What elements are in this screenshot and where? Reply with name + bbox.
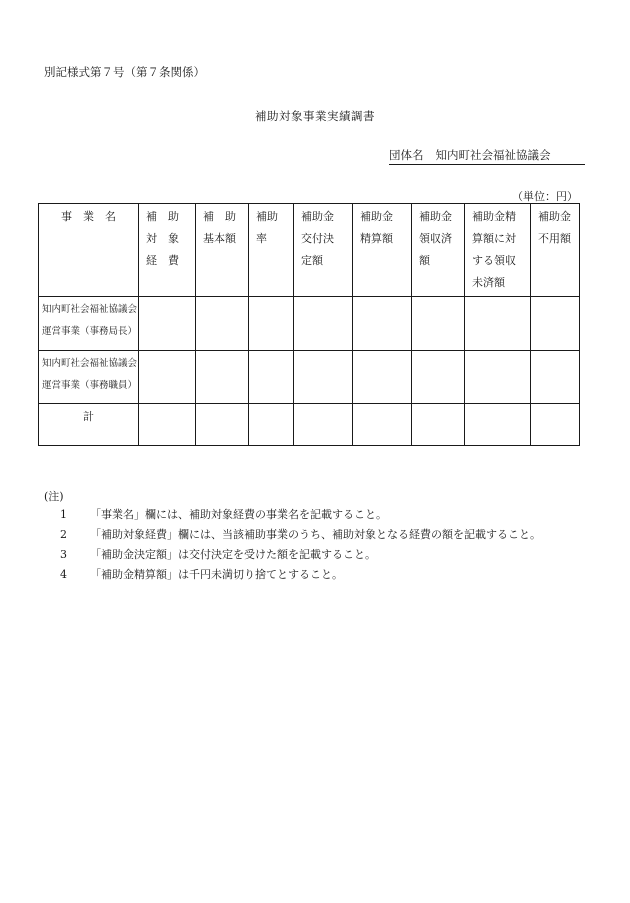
value-cell (294, 351, 353, 404)
note-number: 1 (60, 508, 67, 521)
header-cell-unused-amount (531, 204, 580, 297)
header-cell-rate (249, 204, 294, 297)
note-text: 「補助対象経費」欄には、当該補助事業のうち、補助対象となる経費の額を記載すること。 (90, 528, 541, 541)
total-row (39, 404, 580, 446)
header-cell-settled-amount (353, 204, 412, 297)
header-label: 補助金 精算額 (360, 210, 393, 245)
value-cell (465, 297, 531, 351)
header-label: 補助 率 (256, 210, 278, 245)
header-cell-grant-decision (294, 204, 353, 297)
header-label: 補助金 不用額 (538, 210, 571, 245)
organization-line (389, 147, 585, 165)
table-row (39, 297, 580, 351)
value-cell (531, 404, 580, 446)
value-cell (196, 297, 249, 351)
note-item (60, 506, 387, 522)
header-cell-project-name (39, 204, 139, 297)
header-cell-unreceived-amount (465, 204, 531, 297)
header-label: 事 業 名 (61, 210, 116, 223)
value-cell (353, 351, 412, 404)
total-label-cell (39, 404, 139, 446)
table-row (39, 351, 580, 404)
value-cell (249, 404, 294, 446)
note-number: 2 (60, 528, 67, 541)
row-name-cell (39, 297, 139, 351)
note-number: 3 (60, 548, 67, 561)
value-cell (196, 351, 249, 404)
header-label: 補助金精 算額に対 する領収 未済額 (472, 210, 516, 289)
row-name: 知内町社会福祉協議会 運営事業（事務職員） (42, 358, 138, 391)
value-cell (139, 351, 196, 404)
value-cell (412, 351, 465, 404)
note-text: 「補助金決定額」は交付決定を受けた額を記載すること。 (90, 548, 376, 561)
value-cell (249, 351, 294, 404)
header-cell-eligible-cost (139, 204, 196, 297)
note-text: 「補助金精算額」は千円未満切り捨てとすること。 (90, 568, 343, 581)
row-name: 知内町社会福祉協議会 運営事業（事務局長） (42, 304, 138, 337)
header-label: 補助金 交付決 定額 (301, 210, 334, 267)
value-cell (465, 351, 531, 404)
note-text: 「事業名」欄には、補助対象経費の事業名を記載すること。 (90, 508, 387, 521)
form-label: 別記様式第７号（第７条関係） (44, 65, 205, 79)
value-cell (412, 297, 465, 351)
header-cell-base-amount (196, 204, 249, 297)
note-item (60, 526, 541, 542)
report-table (38, 203, 580, 446)
value-cell (196, 404, 249, 446)
total-label: 計 (83, 410, 94, 423)
value-cell (139, 297, 196, 351)
header-row (39, 204, 580, 297)
organization-name: 知内町社会福祉協議会 (435, 148, 551, 162)
value-cell (531, 351, 580, 404)
value-cell (249, 297, 294, 351)
header-label: 補 助 基本額 (203, 210, 236, 245)
value-cell (294, 297, 353, 351)
organization-label: 団体名 (389, 148, 424, 162)
note-number: 4 (60, 568, 67, 581)
value-cell (294, 404, 353, 446)
unit-label: （単位：円） (512, 190, 578, 203)
header-label: 補 助 対 象 経 費 (146, 210, 179, 267)
value-cell (353, 297, 412, 351)
value-cell (412, 404, 465, 446)
value-cell (139, 404, 196, 446)
row-name-cell (39, 351, 139, 404)
document-title: 補助対象事業実績調書 (255, 109, 375, 123)
note-item (60, 566, 343, 582)
header-label: 補助金 領収済 額 (419, 210, 452, 267)
header-cell-received-amount (412, 204, 465, 297)
value-cell (531, 297, 580, 351)
notes-heading: (注) (44, 490, 64, 503)
note-item (60, 546, 376, 562)
value-cell (465, 404, 531, 446)
value-cell (353, 404, 412, 446)
